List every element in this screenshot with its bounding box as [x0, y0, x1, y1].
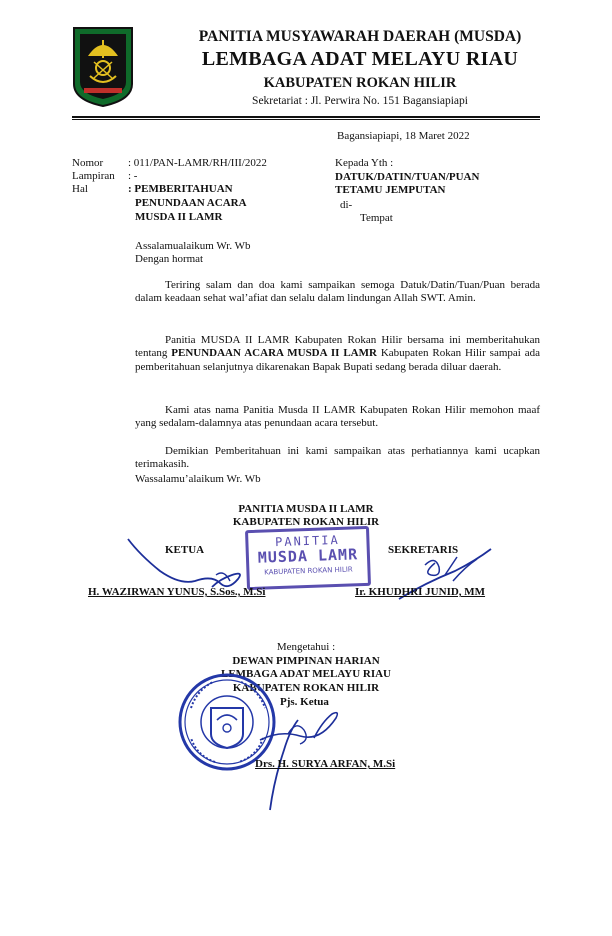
hal-line-3: MUSDA II LAMR	[135, 211, 223, 223]
recipient-line-3: TETAMU JEMPUTAN	[335, 184, 446, 196]
letterhead-regency: KABUPATEN ROKAN HILIR	[263, 75, 457, 91]
lampiran-value: : -	[128, 170, 138, 182]
ketua-name: H. WAZIRWAN YUNUS, S.Sos., M.Si	[88, 586, 266, 598]
letterhead-address: Sekretariat : Jl. Perwira No. 151 Bagansiapiapi	[252, 95, 468, 107]
stamp-line-3: KABUPATEN ROKAN HILIR	[264, 565, 353, 577]
hal-line-2: PENUNDAAN ACARA	[135, 197, 247, 209]
pjs-ketua-name: Drs. H. SURYA ARFAN, M.Si	[255, 758, 396, 770]
letterhead-divider-thin	[72, 119, 540, 120]
hal-label: Hal	[72, 183, 88, 195]
paragraph-2-text-b: Kabupaten Rokan Hilir sampai ada pemberitahuan selanjutnya dikarenakan Bapak Bupati sedang berada diluar daerah.	[135, 347, 540, 373]
recipient-line-1: Kepada Yth :	[335, 157, 394, 169]
nomor-label: Nomor	[72, 157, 104, 169]
paragraph-3: Kami atas nama Panitia Musda II LAMR Kabupaten Rokan Hilir memohon maaf yang sedalam-dalamnya atas penundaan acara tersebut.	[135, 404, 540, 430]
paragraph-4: Demikian Pemberitahuan ini kami sampaikan atas perhatiannya kami ucapkan terimakasih.	[135, 445, 540, 471]
stamp-line-1: PANITIA	[274, 532, 340, 550]
ketua-label: KETUA	[165, 544, 205, 556]
mengetahui-label: Mengetahui :	[276, 641, 336, 653]
letterhead-organization: LEMBAGA ADAT MELAYU RIAU	[201, 48, 519, 70]
sekretaris-name: Ir. KHUDHRI JUNID, MM	[355, 586, 486, 598]
approval-role: Pjs. Ketua	[280, 696, 329, 708]
paragraph-2-bold: PENUNDAAN ACARA MUSDA II LAMR	[171, 347, 377, 360]
letterhead-title: PANITIA MUSYAWARAH DAERAH (MUSDA)	[198, 28, 522, 45]
recipient-line-2: DATUK/DATIN/TUAN/PUAN	[335, 171, 480, 183]
paragraph-1: Teriring salam dan doa kami sampaikan semoga Datuk/Datin/Tuan/Puan berada dalam keadaan sehat wal’afiat dan selalu dalam lindungan Allah SWT. Amin.	[135, 279, 540, 305]
letterhead-divider	[72, 116, 540, 118]
greeting-hormat: Dengan hormat	[135, 253, 204, 265]
committee-title-1: PANITIA MUSDA II LAMR	[238, 503, 374, 515]
committee-stamp	[245, 526, 371, 590]
sekretaris-label: SEKRETARIS	[388, 544, 459, 556]
lamr-logo	[72, 26, 134, 108]
closing-salam: Wassalamu’alaikum Wr. Wb	[135, 473, 261, 485]
paragraph-2-text-a: Panitia MUSDA II LAMR Kabupaten Rokan Hilir bersama ini memberitahukan tentang	[135, 334, 540, 360]
recipient-line-4: di-	[340, 199, 353, 211]
letter-date: Bagansiapiapi, 18 Maret 2022	[337, 130, 470, 142]
approval-line-3: KABUPATEN ROKAN HILIR	[232, 682, 380, 694]
stamp-line-2: MUSDA LAMR	[257, 545, 359, 567]
committee-title-2: KABUPATEN ROKAN HILIR	[232, 516, 380, 528]
approval-line-1: DEWAN PIMPINAN HARIAN	[232, 655, 380, 667]
nomor-value: : 011/PAN-LAMR/RH/III/2022	[128, 157, 267, 169]
hal-line-1: : PEMBERITAHUAN	[128, 183, 233, 195]
greeting-salam: Assalamualaikum Wr. Wb	[135, 240, 251, 252]
paragraph-2	[135, 334, 540, 374]
recipient-line-5: Tempat	[360, 212, 393, 224]
pjs-ketua-signature	[240, 690, 350, 820]
lampiran-label: Lampiran	[72, 170, 115, 182]
approval-line-2: LEMBAGA ADAT MELAYU RIAU	[220, 668, 392, 680]
